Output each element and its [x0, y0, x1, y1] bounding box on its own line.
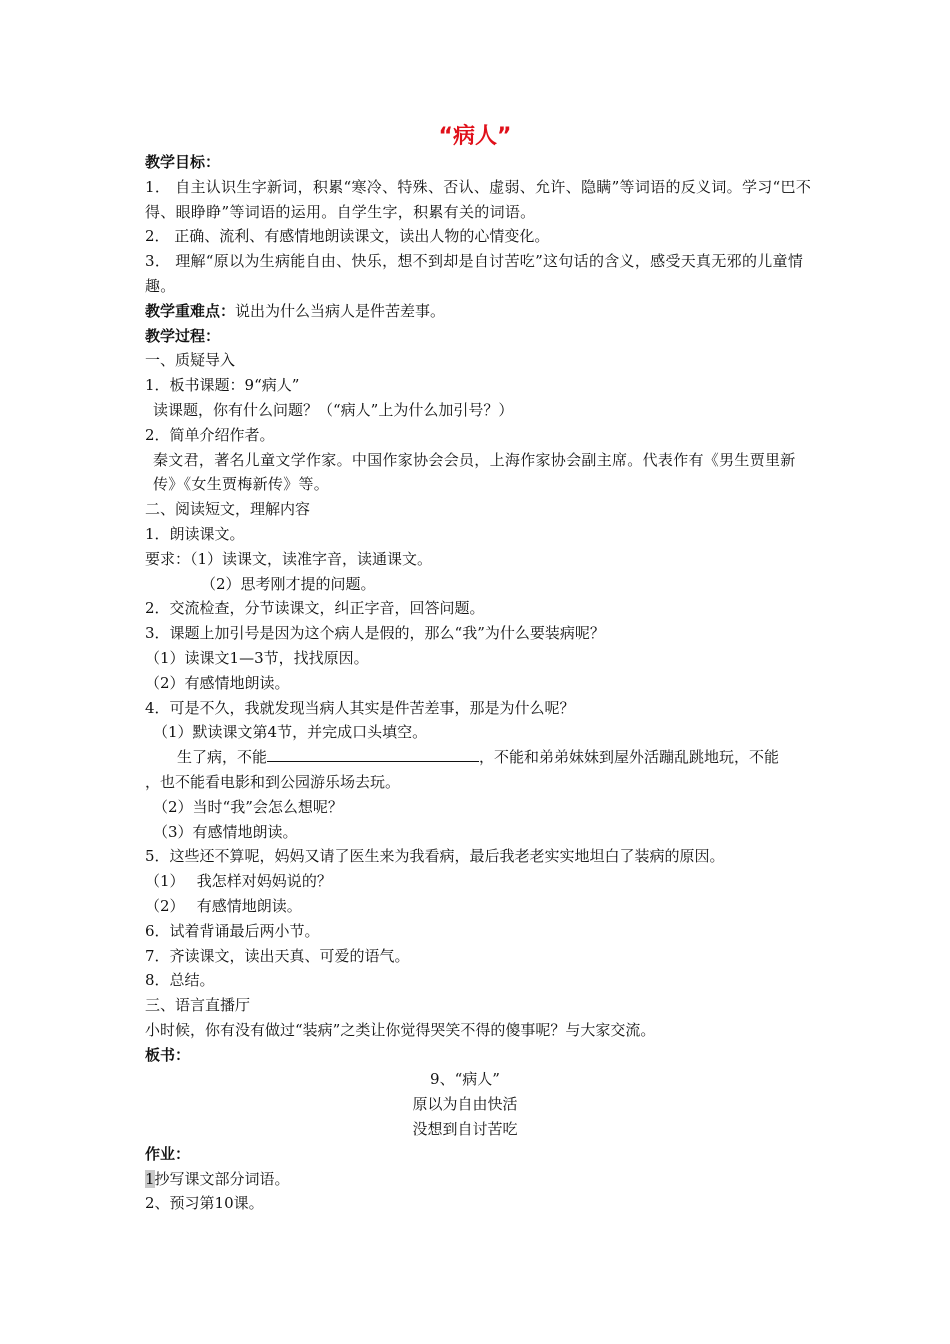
section-3-line-1: 小时候，你有没有做过“装病”之类让你觉得哭笑不得的傻事呢？与大家交流。 [145, 1020, 656, 1039]
section-2-line-18: 7．齐读课文，读出天真、可爱的语气。 [145, 946, 410, 965]
section-2-line-2: 要求：（1）读课文，读准字音，读通课文。 [145, 549, 433, 568]
fill-blank [267, 746, 479, 762]
fill-blank-line [145, 745, 815, 770]
section-1-line-3: 2．简单介绍作者。 [145, 425, 275, 444]
section-1-author-intro: 秦文君，著名儿童文学作家。中国作家协会会员，上海作家协会副主席。代表作有《男生贾里新传》《女生贾梅新传》等。 [153, 450, 796, 494]
board-line-3: 没想到自讨苦吃 [412, 1120, 518, 1139]
board-line-2: 原以为自由快活 [412, 1095, 518, 1114]
goal-item-2: 2． 正确、流利、有感情地朗读课文，读出人物的心情变化。 [145, 227, 550, 246]
goals-heading: 教学目标： [145, 153, 221, 171]
process-heading: 教学过程： [145, 326, 221, 345]
difficulty-line [145, 299, 815, 324]
goal-item-3: 3． 理解“原以为生病能自由、快乐，想不到却是自讨苦吃”这句话的含义，感受天真无邪的儿童情趣。 [145, 252, 804, 295]
section-2-line-7: （2）有感情地朗读。 [145, 673, 290, 692]
section-2-line-6: （1）读课文1—3节，找找原因。 [145, 648, 369, 667]
section-2-line-17: 6．试着背诵最后两小节。 [145, 921, 320, 940]
goal-item-1: 1． 自主认识生字新词，积累“寒冷、特殊、否认、虚弱、允许、隐瞒”等词语的反义词。学习“巴不得、眼睁睁”等词语的运用。自学生字，积累有关的词语。 [145, 177, 812, 221]
section-2-line-5: 3．课题上加引号是因为这个病人是假的，那么“我”为什么要装病呢？ [145, 624, 605, 643]
homework-item-1 [145, 1167, 815, 1192]
homework-item-2: 2、预习第10课。 [145, 1194, 264, 1213]
section-1-heading: 一、质疑导入 [145, 351, 236, 370]
section-2-line-12: （2）当时“我”会怎么想呢？ [153, 797, 343, 816]
fill-blank-suffix: ，不能和弟弟妹妹到屋外活蹦乱跳地玩，不能 [479, 748, 780, 767]
board-heading: 板书： [145, 1045, 191, 1064]
section-2-line-4: 2．交流检查，分节读课文，纠正字音，回答问题。 [145, 599, 485, 618]
section-2-line-9: （1）默读课文第4节，并完成口头填空。 [153, 723, 428, 742]
homework-item-1-number: 1 [145, 1169, 155, 1188]
page-title: “病人” [438, 124, 512, 149]
section-2-line-15: （1） 我怎样对妈妈说的？ [145, 872, 332, 891]
section-2-line-3: （2）思考刚才提的问题。 [201, 574, 376, 593]
fill-blank-prefix: 生了病，不能 [177, 748, 268, 767]
board-line-1: 9、“病人” [430, 1070, 500, 1089]
section-2-line-16: （2） 有感情地朗读。 [145, 896, 302, 915]
section-2-heading: 二、阅读短文，理解内容 [145, 500, 311, 519]
section-2-line-13: （3）有感情地朗读。 [153, 822, 298, 841]
lesson-content [145, 150, 815, 1216]
section-2-line-1: 1．朗读课文。 [145, 524, 245, 543]
section-2-line-14: 5．这些还不算呢，妈妈又请了医生来为我看病，最后我老老实实地坦白了装病的原因。 [145, 847, 725, 866]
section-3-heading: 三、语言直播厅 [145, 996, 251, 1015]
section-2-line-8: 4．可是不久，我就发现当病人其实是件苦差事，那是为什么呢？ [145, 698, 575, 717]
difficulty-text: 说出为什么当病人是件苦差事。 [235, 301, 446, 320]
difficulty-label: 教学重难点： [145, 301, 236, 320]
homework-item-1-text: 抄写课文部分词语。 [154, 1169, 290, 1188]
homework-heading: 作业： [145, 1144, 191, 1163]
section-2-line-19: 8．总结。 [145, 971, 215, 990]
section-1-line-2: 读课题，你有什么问题？（“病人”上为什么加引号？） [153, 400, 514, 419]
section-2-line-11: ，也不能看电影和到公园游乐场去玩。 [145, 772, 401, 791]
section-1-line-1: 1．板书课题：9“病人” [145, 376, 300, 395]
